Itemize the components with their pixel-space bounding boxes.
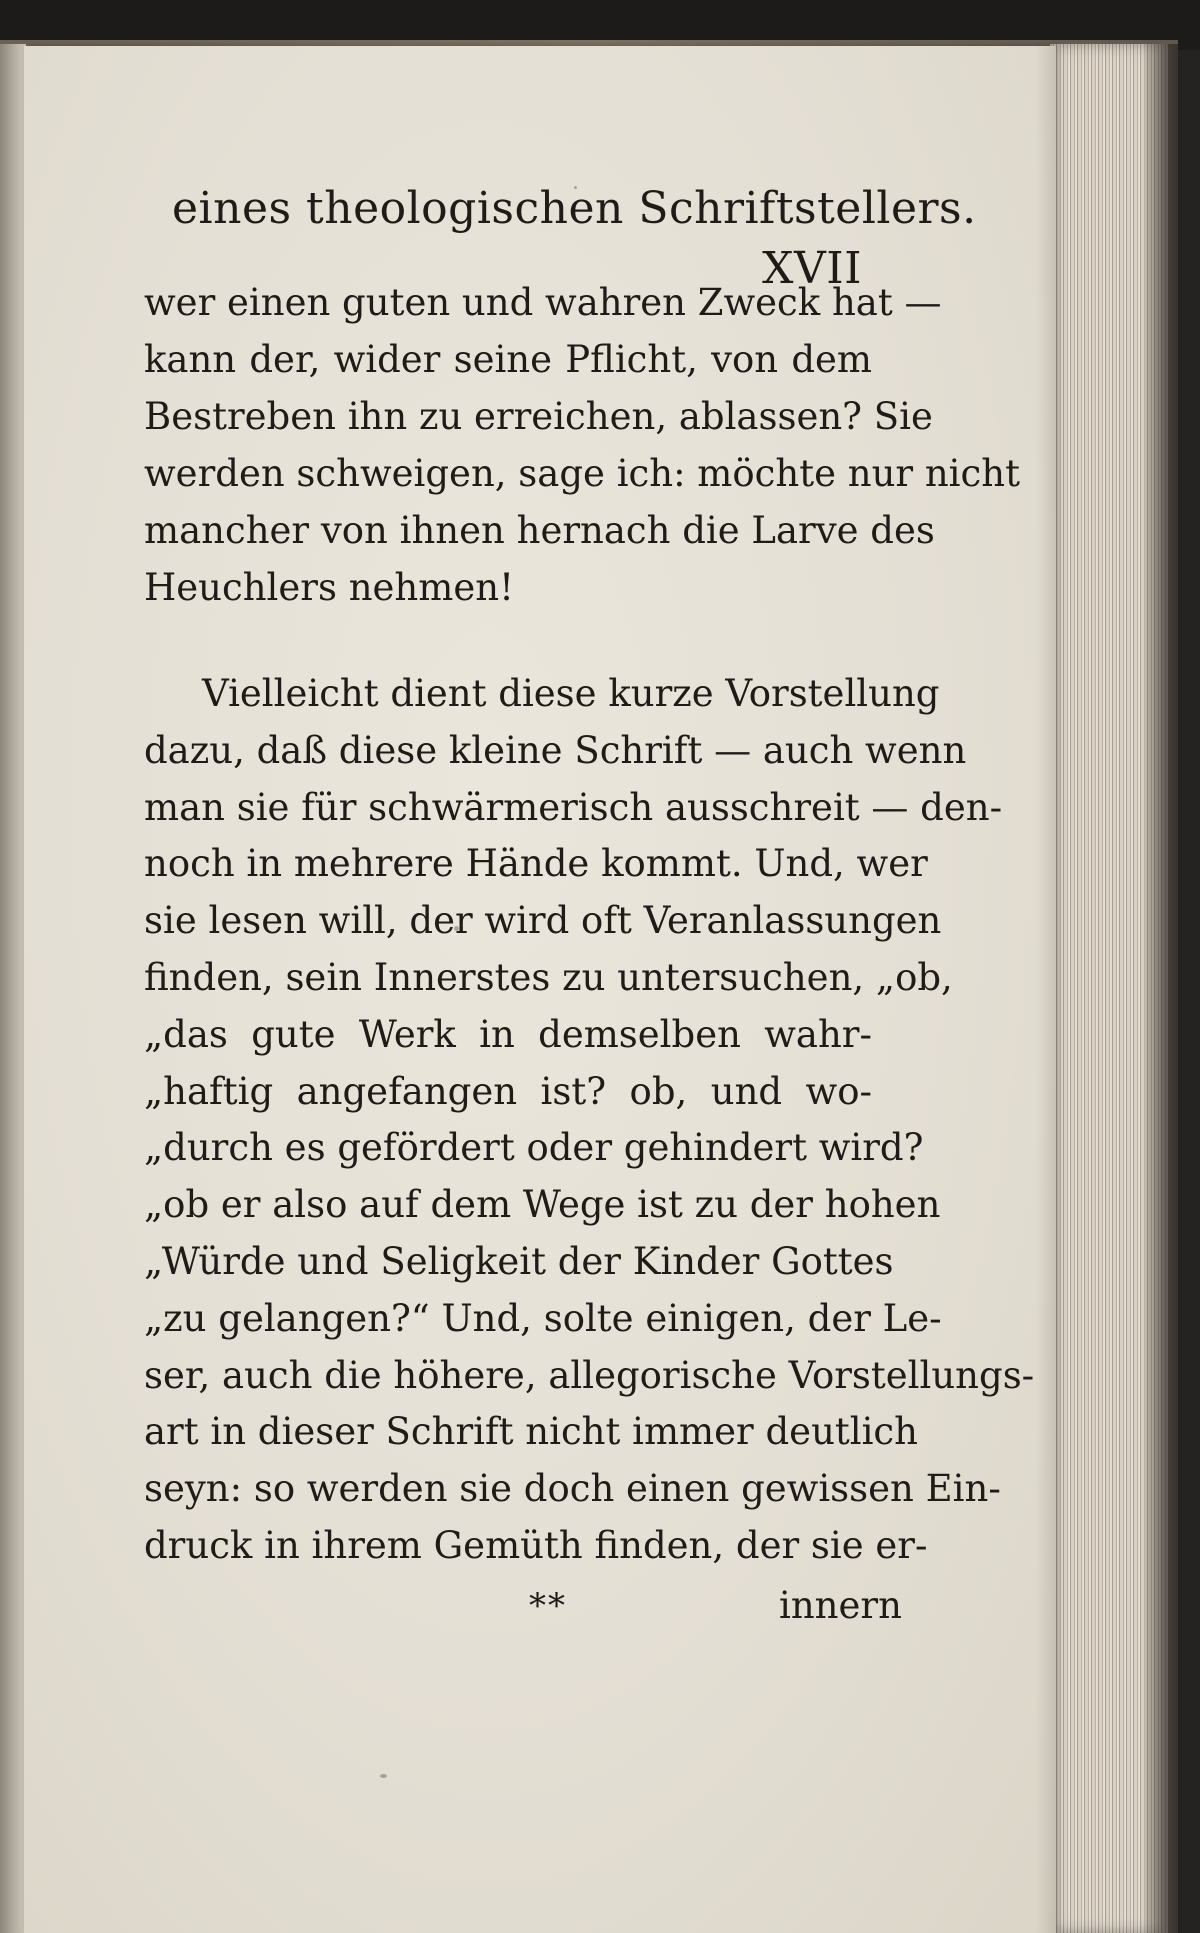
page-number: XVII <box>762 243 862 294</box>
text-line: mancher von ihnen hernach die Larve des <box>144 509 935 552</box>
text-line: kann der, wider seine Pflicht, von dem <box>144 338 872 381</box>
text-line: „zu gelangen?“ Und, solte einigen, der Le- <box>144 1296 942 1340</box>
text-line: „Würde und Seligkeit der Kinder Gottes <box>144 1239 894 1283</box>
text-line: Heuchlers nehmen! <box>144 566 514 609</box>
catchword: innern <box>779 1584 902 1627</box>
text-line: finden, sein Innerstes zu untersuchen, „ob, <box>144 955 953 999</box>
paragraph-1 <box>144 274 1020 616</box>
edge-shadow <box>1145 44 1178 1933</box>
text-line: „das gute Werk in demselben wahr- <box>144 1012 872 1056</box>
text-line: „haftig angefangen ist? ob, und wo- <box>144 1069 872 1113</box>
signature-mark: ** <box>529 1586 567 1626</box>
text-line: werden schweigen, sage ich: möchte nur nicht <box>144 452 1020 495</box>
text-line: noch in mehrere Hände kommt. Und, wer <box>144 842 928 886</box>
paper-speck <box>380 1774 387 1778</box>
left-board-edge <box>0 44 26 1933</box>
text-line: wer einen guten und wahren Zweck hat — <box>144 281 942 324</box>
text-line: art in dieser Schrift nicht immer deutlich <box>144 1410 918 1454</box>
text-line: „ob er also auf dem Wege ist zu der hohen <box>144 1183 941 1227</box>
text-line: sie lesen will, der wird oft Veranlassungen <box>144 899 942 943</box>
text-line: Bestreben ihn zu erreichen, ablassen? Sie <box>144 395 933 438</box>
paragraph-2 <box>144 666 1035 1575</box>
text-line: ser, auch die höhere, allegorische Vorstellungs- <box>144 1353 1035 1397</box>
running-head-title: eines theologischen Schriftstellers. <box>172 183 977 234</box>
text-line: druck in ihrem Gemüth finden, der sie er- <box>144 1523 928 1567</box>
text-line: Vielleicht dient diese kurze Vorstellung <box>202 672 940 715</box>
text-line: man sie für schwärmerisch ausschreit — den- <box>144 785 1003 829</box>
text-line: „durch es gefördert oder gehindert wird? <box>144 1126 924 1170</box>
book-page <box>24 46 1056 1933</box>
text-line: dazu, daß diese kleine Schrift — auch wenn <box>144 728 967 772</box>
text-line: seyn: so werden sie doch einen gewissen Ein- <box>144 1467 1001 1511</box>
